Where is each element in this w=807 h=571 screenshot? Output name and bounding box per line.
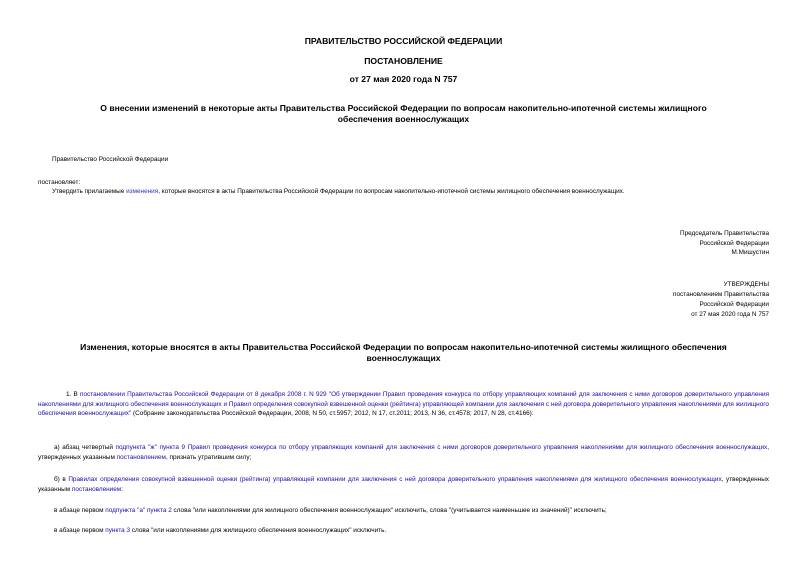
item-b-1-pre: в абзаце первом bbox=[54, 507, 106, 514]
signature-name: М.Мишустин bbox=[731, 249, 769, 256]
item-b-2-post: слова "или накоплениями для жилищного обеспечения военнослужащих" исключить. bbox=[130, 527, 387, 534]
item-b-pre: б) в bbox=[54, 476, 69, 483]
approve-text-post: , которые вносятся в акты Правительства Российской Федерации по вопросам накопительно-ипотечной системы жилищного обеспечения военнослужащих. bbox=[158, 188, 625, 195]
decree-929-link[interactable]: постановлении Правительства Российской Федерации от 8 декабря 2008 г. N 929 "Об утверждении Правил проведения конкурса по отбору управляющих компаний для заключения с ними договоров доверительного управления накоплениями для жилищного обеспечения военнослужащих и Правил определения совокупной взвешенной оценки (рейтинга) управляющей компании для заключения с ней договора доверительного управления накоплениями для жилищного обеспечения военнослужащих" bbox=[38, 391, 769, 417]
decree-word: постановляет: bbox=[38, 179, 81, 186]
approval-stamp: УТВЕРЖДЕНЫ bbox=[723, 281, 769, 288]
decree-link-a[interactable]: постановлением bbox=[116, 453, 166, 461]
signature-position: Председатель Правительства bbox=[680, 230, 769, 237]
changes-link[interactable]: изменения bbox=[126, 188, 159, 195]
header-doc-type: ПОСТАНОВЛЕНИЕ bbox=[364, 56, 443, 66]
approve-paragraph bbox=[52, 187, 625, 196]
approval-by: постановлением Правительства bbox=[673, 291, 769, 298]
decree-link-b[interactable]: постановлением bbox=[71, 485, 122, 493]
rules-contest-link[interactable]: подпункта "ж" пункта 9 Правил проведения конкурса по отбору управляющих компаний для заключения с ними договоров доверительного управления накоплениями для жилищного обеспечения военнослужащих bbox=[115, 444, 768, 451]
item-a bbox=[38, 443, 769, 462]
item-b-1-post: слова "или накоплениями для жилищного обеспечения военнослужащих" исключить, слова "(учитывается наименьшее из значений)" исключить; bbox=[171, 507, 607, 514]
document-title: О внесении изменений в некоторые акты Правительства Российской Федерации по вопросам накопительно-ипотечной системы жилищного обеспечения военнослужащих bbox=[100, 103, 707, 124]
item-b-post: : bbox=[121, 485, 123, 493]
header-date-number: от 27 мая 2020 года N 757 bbox=[349, 74, 458, 84]
item-1 bbox=[38, 390, 769, 419]
approval-date: от 27 мая 2020 года N 757 bbox=[691, 311, 769, 318]
item-a-pre: а) абзац четвертый bbox=[54, 444, 116, 451]
item-b bbox=[38, 475, 769, 494]
government-line: Правительство Российской Федерации bbox=[52, 156, 169, 163]
rules-rating-link[interactable]: Правилах определения совокупной взвешенной оценки (рейтинга) управляющей компании для заключения с ней договора доверительного управления накоплениями для жилищного обеспечения военнослужащих bbox=[68, 476, 722, 483]
approval-country: Российской Федерации bbox=[699, 301, 769, 308]
signature-country: Российской Федерации bbox=[699, 240, 769, 247]
item-a-post: , признать утратившим силу; bbox=[165, 453, 252, 461]
item-b-1 bbox=[54, 506, 607, 515]
header-org: ПРАВИТЕЛЬСТВО РОССИЙСКОЙ ФЕДЕРАЦИИ bbox=[304, 36, 503, 46]
item-b-2-pre: в абзаце первом bbox=[54, 527, 106, 534]
item-1-num: 1. В bbox=[66, 391, 80, 398]
changes-title: Изменения, которые вносятся в акты Правительства Российской Федерации по вопросам накопительно-ипотечной системы жилищного обеспечения военнослужащих bbox=[80, 342, 727, 363]
item-b-mid: , утвержденных указанным bbox=[38, 476, 769, 493]
subitem-a-point-2-link[interactable]: подпункта "а" пункта 2 bbox=[105, 507, 172, 514]
item-b-2 bbox=[54, 526, 386, 535]
item-1-post: (Собрание законодательства Российской Федерации, 2008, N 50, ст.5957; 2012, N 17, ст.2011; 2013, N 36, ст.4578; 2017, N 28, ст.4166): bbox=[131, 410, 534, 417]
point-3-link[interactable]: пункта 3 bbox=[105, 527, 131, 534]
approve-text-pre: Утвердить прилагаемые bbox=[52, 188, 127, 195]
item-a-mid: , утвержденных указанным bbox=[38, 444, 769, 461]
